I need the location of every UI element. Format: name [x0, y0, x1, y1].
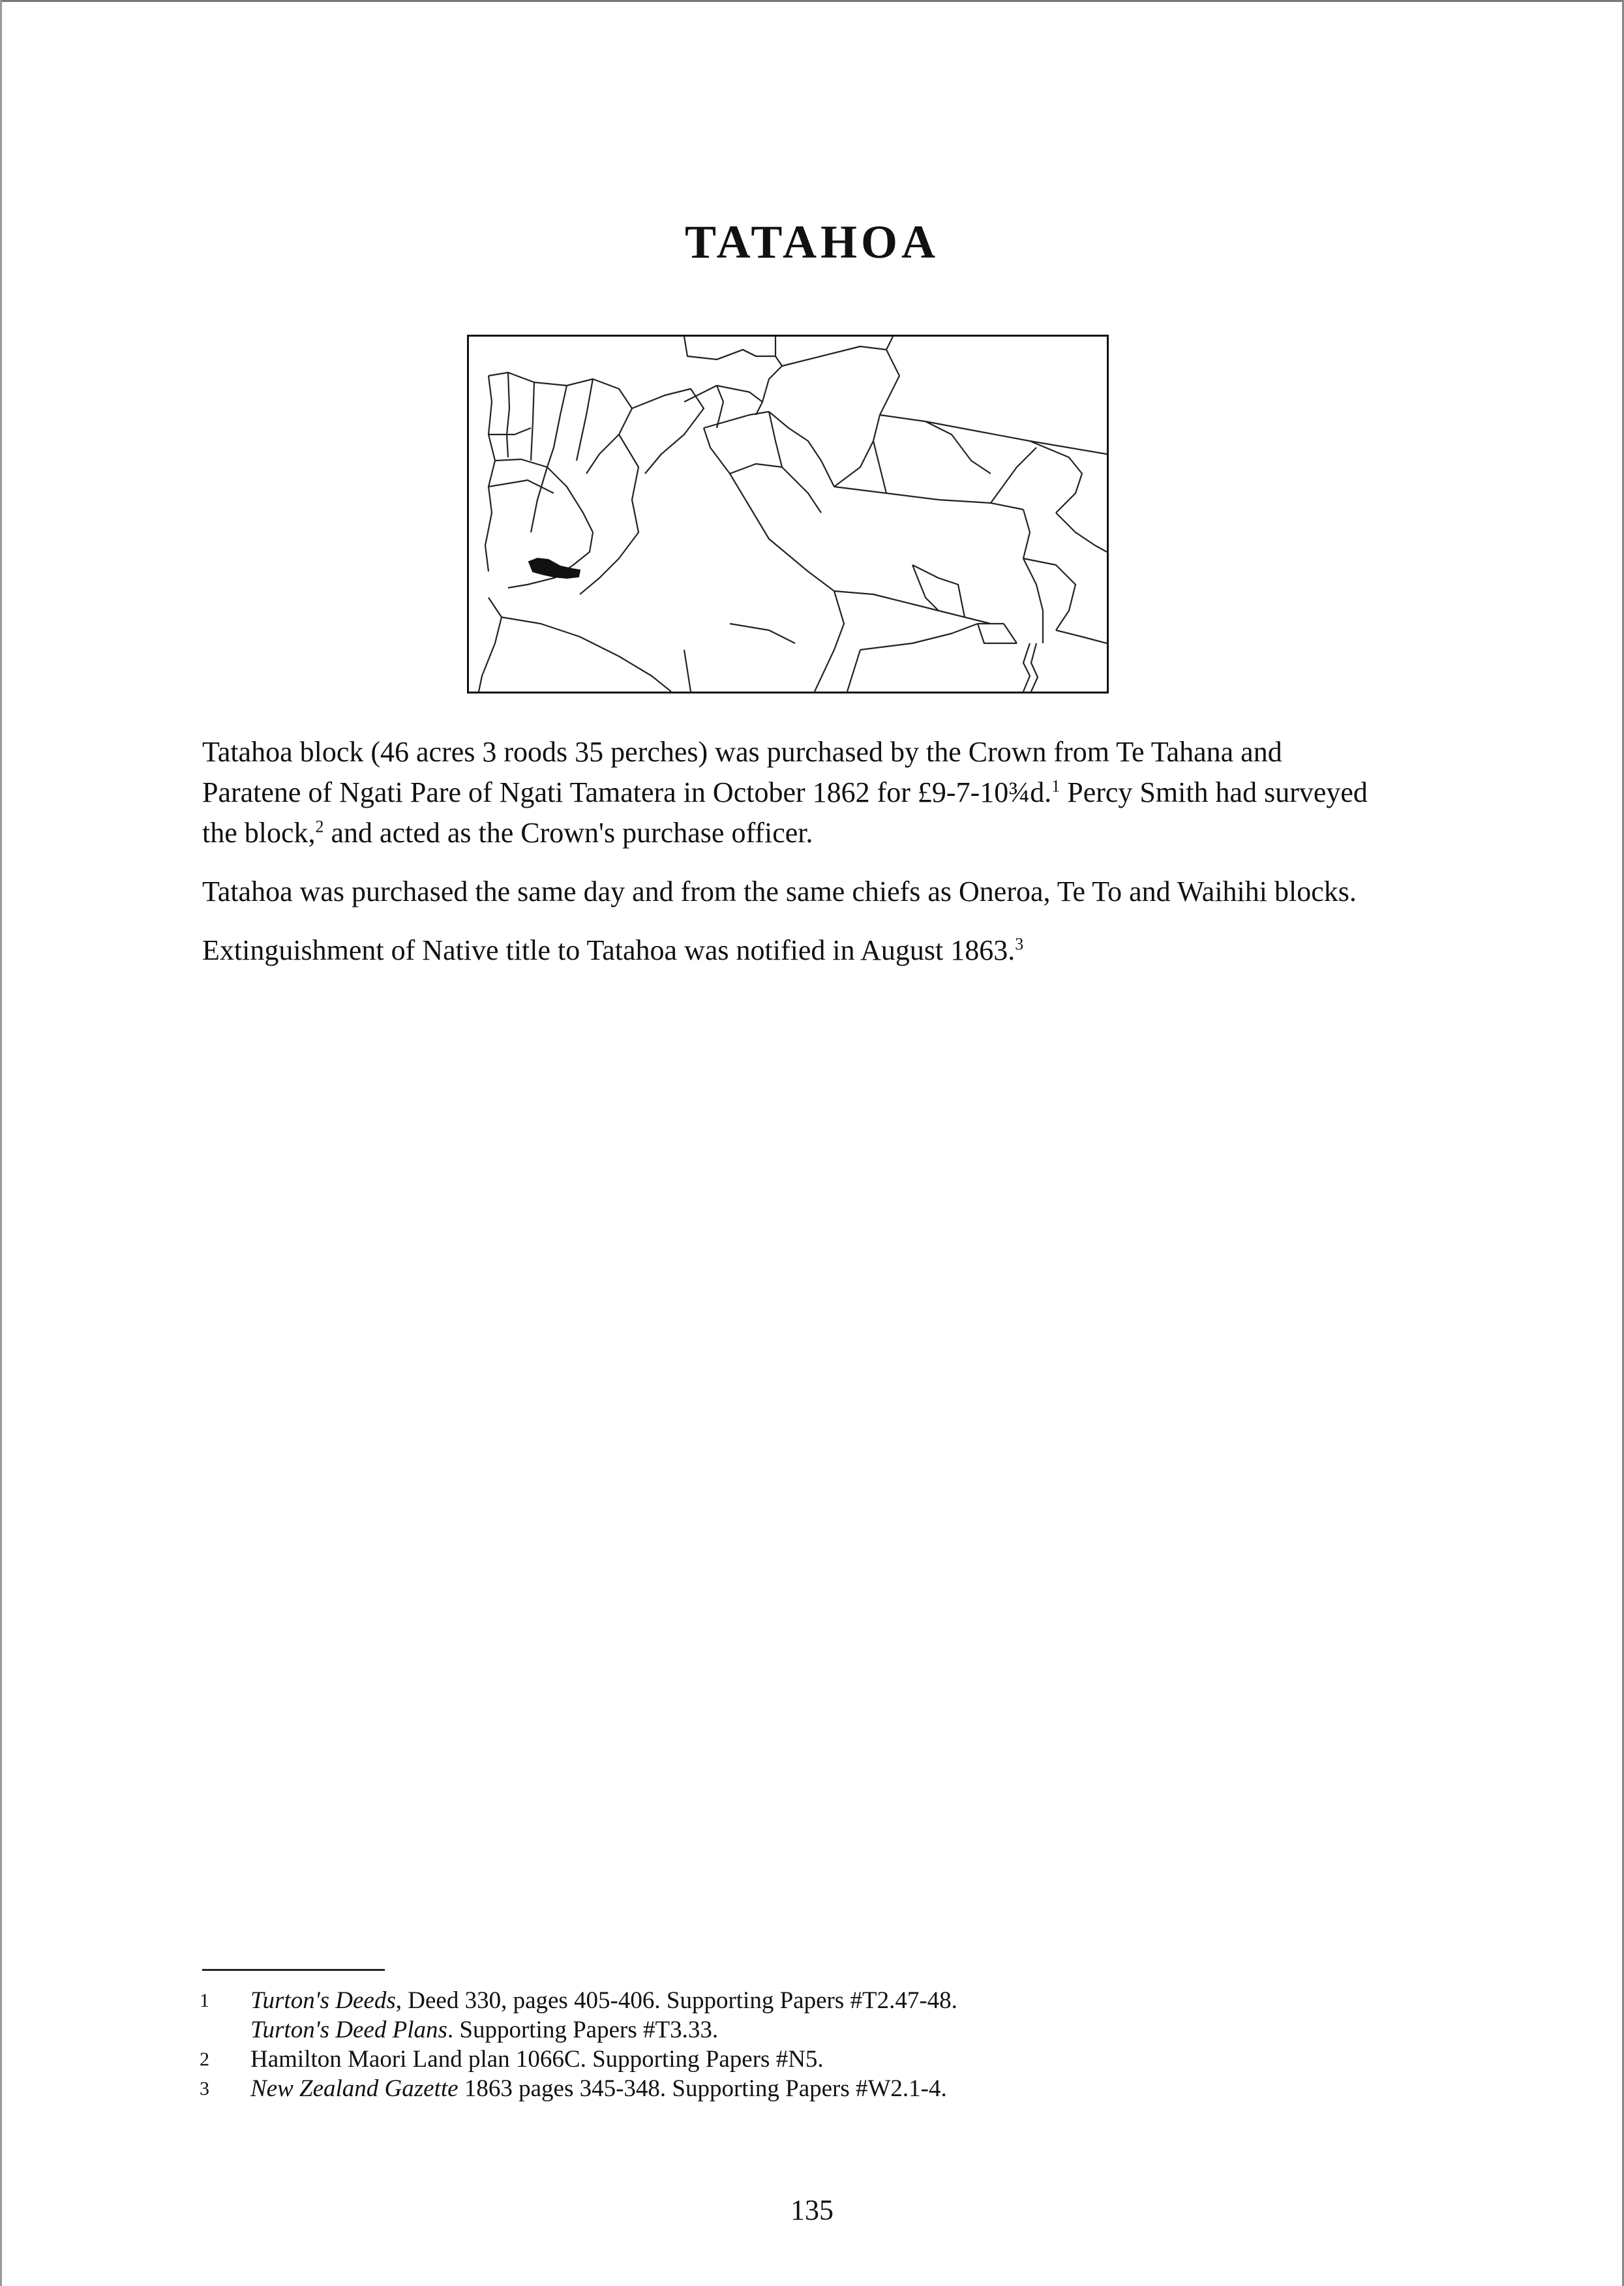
page-number: 135: [790, 2194, 834, 2226]
page-border-top: [0, 0, 1624, 2]
footnote-source-detail: . Supporting Papers #T3.33.: [447, 2017, 719, 2043]
footnote-divider: [202, 1969, 385, 1971]
footnotes: [200, 1986, 1439, 2103]
footnote-ref-1[interactable]: 1: [1051, 776, 1060, 796]
paragraph-3-text: Extinguishment of Native title to Tatahoa was notified in August 1863.: [202, 934, 1015, 966]
footnote-ref-3[interactable]: 3: [1015, 934, 1024, 954]
footnote-3: [200, 2074, 1439, 2103]
footnote-source-title: New Zealand Gazette: [250, 2075, 459, 2102]
footnote-body: Hamilton Maori Land plan 1066C. Supporting Papers #N5.: [250, 2046, 824, 2073]
tatahoa-block-highlight: [529, 558, 580, 578]
paragraph-1: [202, 732, 1376, 853]
footnote-body: [250, 1986, 1439, 2045]
paragraph-2: Tatahoa was purchased the same day and from the same chiefs as Oneroa, Te To and Waihihi blocks.: [202, 876, 1357, 907]
footnote-source-detail: 1863 pages 345-348. Supporting Papers #W2.1-4.: [458, 2075, 947, 2102]
page-title: TATAHOA: [684, 216, 939, 268]
paragraph-1-text-a: Tatahoa block (46 acres 3 roods 35 perches) was purchased by the Crown from Te Tahana and Paratene of Ngati Pare of Ngati Tamatera in October 1862 for £9-7-10¾d.: [202, 736, 1282, 808]
page-border-left: [0, 0, 2, 2286]
footnote-number: 3: [200, 2078, 209, 2099]
footnote-1: [200, 1986, 1439, 2045]
footnote-source-detail: , Deed 330, pages 405-406. Supporting Papers #T2.47-48.: [395, 1987, 957, 2014]
map-boundaries: [469, 337, 1107, 692]
footnote-source-title: Turton's Deeds: [250, 1987, 396, 2014]
paragraph-3: [202, 930, 1376, 971]
paragraph-1-text-b: Percy Smith had surveyed the block,: [202, 776, 1368, 849]
paragraph-1-text-c: and acted as the Crown's purchase officer.: [323, 817, 813, 849]
footnote-2: [200, 2045, 1439, 2074]
footnote-number: 2: [200, 2049, 209, 2070]
footnote-ref-2[interactable]: 2: [315, 817, 324, 836]
footnote-source-title: Turton's Deed Plans: [250, 2017, 447, 2043]
location-map: [467, 335, 1109, 693]
body-text: [202, 732, 1376, 989]
footnote-number: 1: [200, 1990, 209, 2011]
footnote-body: [250, 2074, 1439, 2103]
